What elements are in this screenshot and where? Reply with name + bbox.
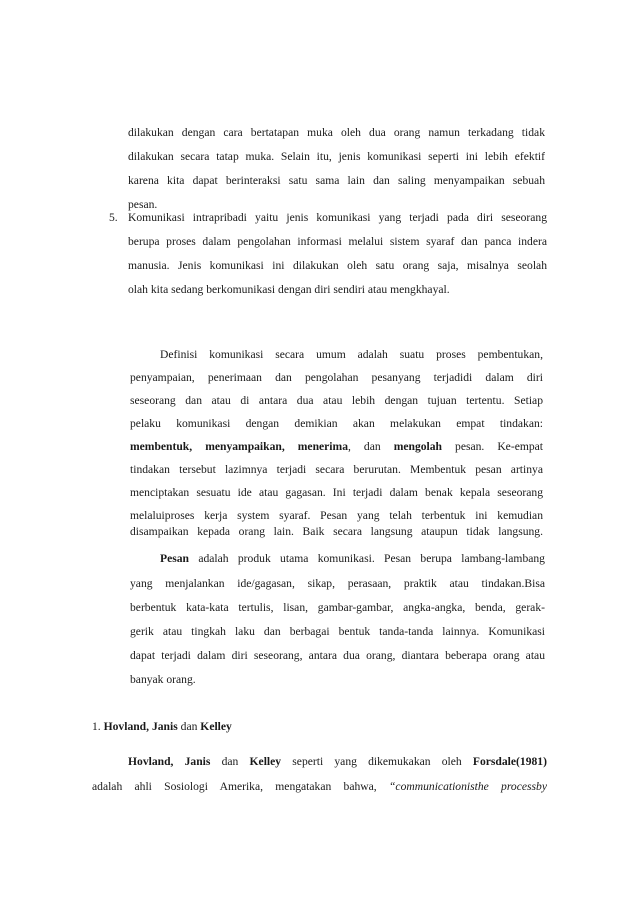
term-pesan: Pesan [160,552,189,565]
text-line: pelaku komunikasi dengan demikian akan melakukan empat tindakan: [130,417,543,430]
text-fragment: adalah ahli Sosiologi Amerika, mengatakan bahwa, [92,780,377,793]
text-line: olah kita sedang berkomunikasi dengan diri sendiri atau mengkhayal. [128,283,450,296]
section-heading [92,720,392,734]
text-line: yang menjalankan ide/gagasan, sikap, perasaan, praktik atau tindakan.Bisa [130,577,545,590]
text-line: karena kita dapat berinteraksi satu sama lain dan saling menyampaikan sebuah [128,174,545,187]
heading-dan: dan [180,720,198,733]
text-line: disampaikan kepada orang lain. Baik secara langsung ataupun tidak langsung. [130,525,543,538]
text-line: berupa proses dalam pengolahan informasi melalui sistem syaraf dan panca indera [128,235,547,248]
text-fragment: seperti yang dikemukakan oleh [292,755,462,768]
text-fragment: adalah produk utama komunikasi. Pesan berupa lambang-lambang [198,552,545,565]
name-hovland: Hovland, [128,755,174,768]
text-line: Definisi komunikasi secara umum adalah suatu proses pembentukan, [160,348,543,361]
list-number: 5. [109,211,118,224]
text-line: dilakukan secara tatap muka. Selain itu, jenis komunikasi seperti ini lebih efektif [128,150,545,163]
comma: , [348,440,351,453]
citation-forsdale: Forsdale(1981) [472,755,547,768]
heading-number: 1. [92,720,101,733]
term-menyampaikan: menyampaikan, [205,440,285,453]
term-mengolah: mengolah [393,440,442,453]
quote-fragment: “communicationisthe processby [388,780,547,793]
heading-name-janis: Janis [151,720,178,733]
text-line-four-actions [130,440,543,454]
text-line: Komunikasi intrapribadi yaitu jenis komunikasi yang terjadi pada diri seseorang [128,211,547,224]
name-janis: Janis [184,755,211,768]
text-line: tindakan tersebut lazimnya terjadi secara berurutan. Membentuk pesan artinya [130,463,543,476]
term-menerima: menerima [297,440,348,453]
text-line: banyak orang. [130,673,196,686]
text-line: melaluiproses kerja system syaraf. Pesan yang telah terbentuk ini kemudian [130,509,543,522]
text-line: berbentuk kata-kata tertulis, lisan, gambar-gambar, angka-angka, benda, gerak- [130,601,545,614]
word-dan: dan [363,440,381,453]
text-line [160,552,545,566]
text-line: penyampaian, penerimaan dan pengolahan pesanyang terjadidi dalam diri [130,371,543,384]
text-line [128,755,547,769]
text-line: seseorang dan atau di antara dua atau lebih dengan tujuan tertentu. Setiap [130,394,543,407]
text-line: gerik atau tingkah laku dan berbagai bentuk tanda-tanda lainnya. Komunikasi [130,625,545,638]
heading-name-kelley: Kelley [200,720,232,733]
term-membentuk: membentuk, [130,440,193,453]
text-line: dilakukan dengan cara bertatapan muka oleh dua orang namun terkadang tidak [128,126,545,139]
text-line: manusia. Jenis komunikasi ini dilakukan oleh satu orang saja, misalnya seolah [128,259,547,272]
text-line: pesan. [128,198,158,211]
name-kelley: Kelley [249,755,282,768]
word-dan: dan [221,755,239,768]
text-fragment: pesan. Ke-empat [455,440,544,453]
text-line: menciptakan sesuatu ide atau gagasan. Ini terjadi dalam benak kepala seseorang [130,486,543,499]
text-line: dapat terjadi dalam diri seseorang, antara dua orang, diantara beberapa orang atau [130,649,545,662]
text-line [92,780,547,794]
heading-name-hovland: Hovland, [103,720,150,733]
